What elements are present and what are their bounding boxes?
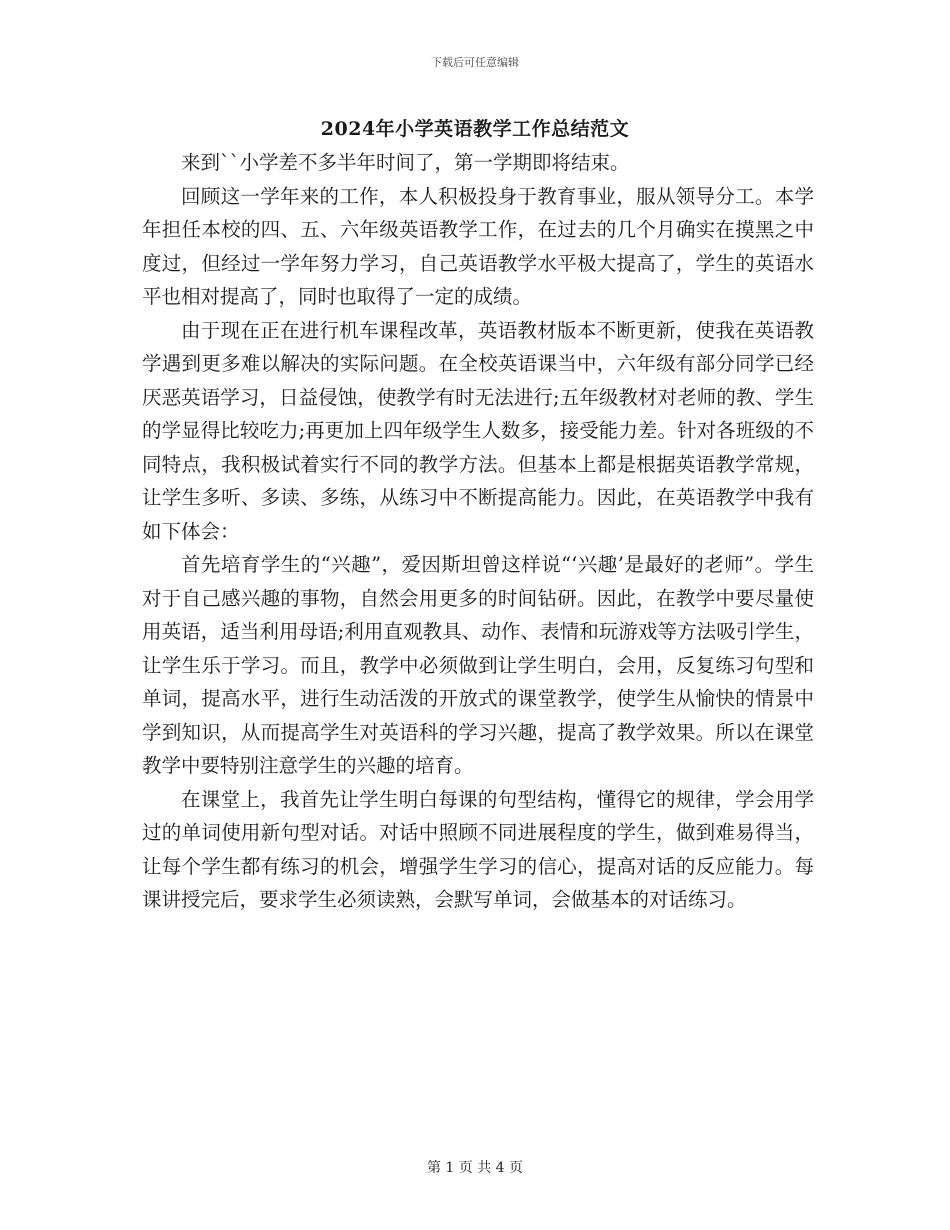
page-number: 第 1 页 共 4 页 [426, 1160, 524, 1176]
paragraph-2: 回顾这一学年来的工作，本人积极投身于教育事业，服从领导分工。本学年担任本校的四、五、六年级英语教学工作，在过去的几个月确实在摸黑之中度过，但经过一学年努力学习，自己英语教学水平极大提高了，学生的英语水平也相对提高了，同时也取得了一定的成绩。 [142, 184, 814, 308]
document-title: 2024年小学英语教学工作总结范文 [320, 118, 630, 140]
paragraph-5: 在课堂上，我首先让学生明白每课的句型结构，懂得它的规律，学会用学过的单词使用新句型对话。对话中照顾不同进展程度的学生，做到难易得当，让每个学生都有练习的机会，增强学生学习的信心，提高对话的反应能力。每课讲授完后，要求学生必须读熟，会默写单词，会做基本的对话练习。 [142, 787, 814, 911]
paragraph-1: 来到``小学差不多半年时间了，第一学期即将结束。 [181, 151, 630, 174]
paragraph-3: 由于现在正在进行机车课程改革，英语教材版本不断更新，使我在英语教学遇到更多难以解决的实际问题。在全校英语课当中，六年级有部分同学已经厌恶英语学习，日益侵蚀，使教学有时无法进行;五年级教材对老师的教、学生的学显得比较吃力;再更加上四年级学生人数多，接受能力差。针对各班级的不同特点，我积极试着实行不同的教学方法。但基本上都是根据英语教学常规，让学生多听、多读、多练，从练习中不断提高能力。因此，在英语教学中我有如下体会： [142, 318, 814, 543]
paragraph-4: 首先培育学生的“兴趣”，爱因斯坦曾这样说“‘兴趣’是最好的老师”。学生对于自己感兴趣的事物，自然会用更多的时间钻研。因此，在教学中要尽量使用英语，适当利用母语;利用直观教具、动作、表情和玩游戏等方法吸引学生，让学生乐于学习。而且，教学中必须做到让学生明白，会用，反复练习句型和单词，提高水平，进行生动活泼的开放式的课堂教学，使学生从愉快的情景中学到知识，从而提高学生对英语科的学习兴趣，提高了教学效果。所以在课堂教学中要特别注意学生的兴趣的培育。 [142, 553, 814, 777]
document-body [142, 146, 814, 917]
header-note: 下载后可任意编辑 [431, 56, 519, 69]
